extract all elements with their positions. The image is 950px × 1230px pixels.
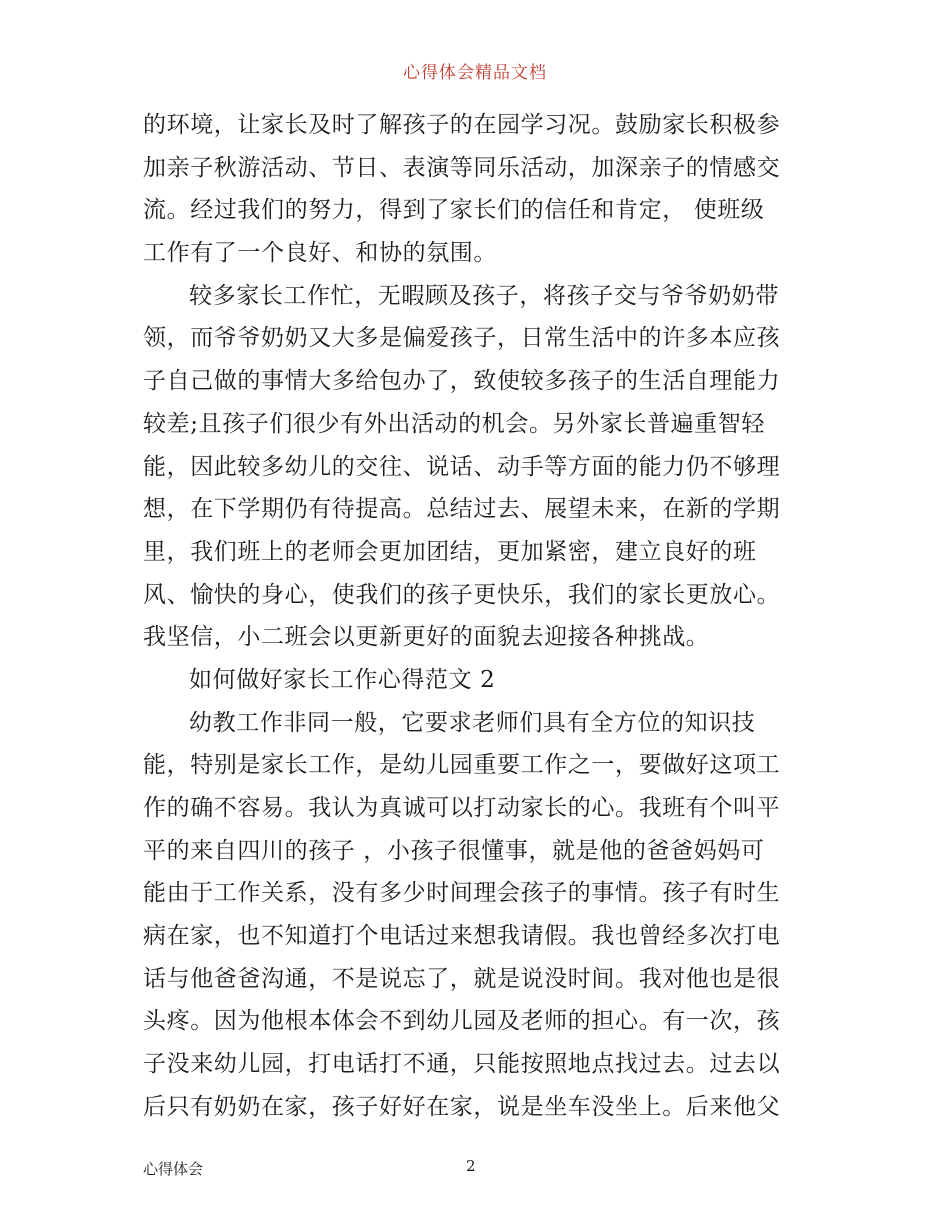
text-line: 工作有了一个良好、和协的氛围。	[143, 240, 497, 267]
text-line: 幼教工作非同一般，它要求老师们具有全方位的知识技	[189, 709, 756, 736]
text-line: 能，因此较多幼儿的交往、说话、动手等方面的能力仍不够理	[143, 453, 781, 480]
header-title: 心得体会精品文档	[403, 63, 547, 83]
text-line: 能由于工作关系，没有多少时间理会孩子的事情。孩子有时生	[143, 880, 781, 907]
text-line: 能，特别是家长工作，是幼儿园重要工作之一，要做好这项工	[143, 752, 781, 779]
text-line: 我坚信，小二班会以更新更好的面貌去迎接各种挑战。	[143, 624, 710, 651]
text-line: 平的来自四川的孩子 ，小孩子很懂事，就是他的爸爸妈妈可	[143, 837, 765, 864]
text-line: 加亲子秋游活动、节日、表演等同乐活动，加深亲子的情感交	[143, 154, 781, 181]
text-line: 子没来幼儿园，打电话打不通，只能按照地点找过去。过去以	[143, 1051, 781, 1078]
body-text	[143, 104, 818, 1129]
text-line: 作的确不容易。我认为真诚可以打动家长的心。我班有个叫平	[143, 795, 781, 821]
text-line: 风、愉快的身心，使我们的孩子更快乐，我们的家长更放心。	[143, 581, 781, 608]
text-line: 头疼。因为他根本体会不到幼儿园及老师的担心。有一次，孩	[143, 1008, 781, 1035]
text-line: 后只有奶奶在家，孩子好好在家，说是坐车没坐上。后来他父	[143, 1093, 781, 1120]
text-line: 的环境，让家长及时了解孩子的在园学习况。鼓励家长积极参	[143, 112, 781, 138]
page-number: 2	[466, 1157, 476, 1175]
text-line: 想，在下学期仍有待提高。总结过去、展望未来，在新的学期	[143, 496, 781, 523]
text-line: 领，而爷爷奶奶又大多是偏爱孩子，日常生活中的许多本应孩	[143, 325, 781, 352]
text-line: 较多家长工作忙，无暇顾及孩子，将孩子交与爷爷奶奶带	[189, 282, 779, 309]
text-line: 病在家，也不知道打个电话过来想我请假。我也曾经多次打电	[143, 923, 781, 950]
text-line: 子自己做的事情大多给包办了，致使较多孩子的生活自理能力	[143, 368, 781, 395]
text-line: 里，我们班上的老师会更加团结，更加紧密，建立良好的班	[143, 538, 757, 565]
text-line: 流。经过我们的努力，得到了家长们的信任和肯定， 使班级	[143, 197, 765, 224]
text-line: 较差;且孩子们很少有外出活动的机会。另外家长普遍重智轻	[143, 410, 765, 437]
section-heading: 如何做好家长工作心得范文 2	[189, 666, 496, 693]
text-line: 话与他爸爸沟通，不是说忘了，就是说没时间。我对他也是很	[143, 965, 781, 992]
footer-label: 心得体会	[143, 1160, 204, 1178]
